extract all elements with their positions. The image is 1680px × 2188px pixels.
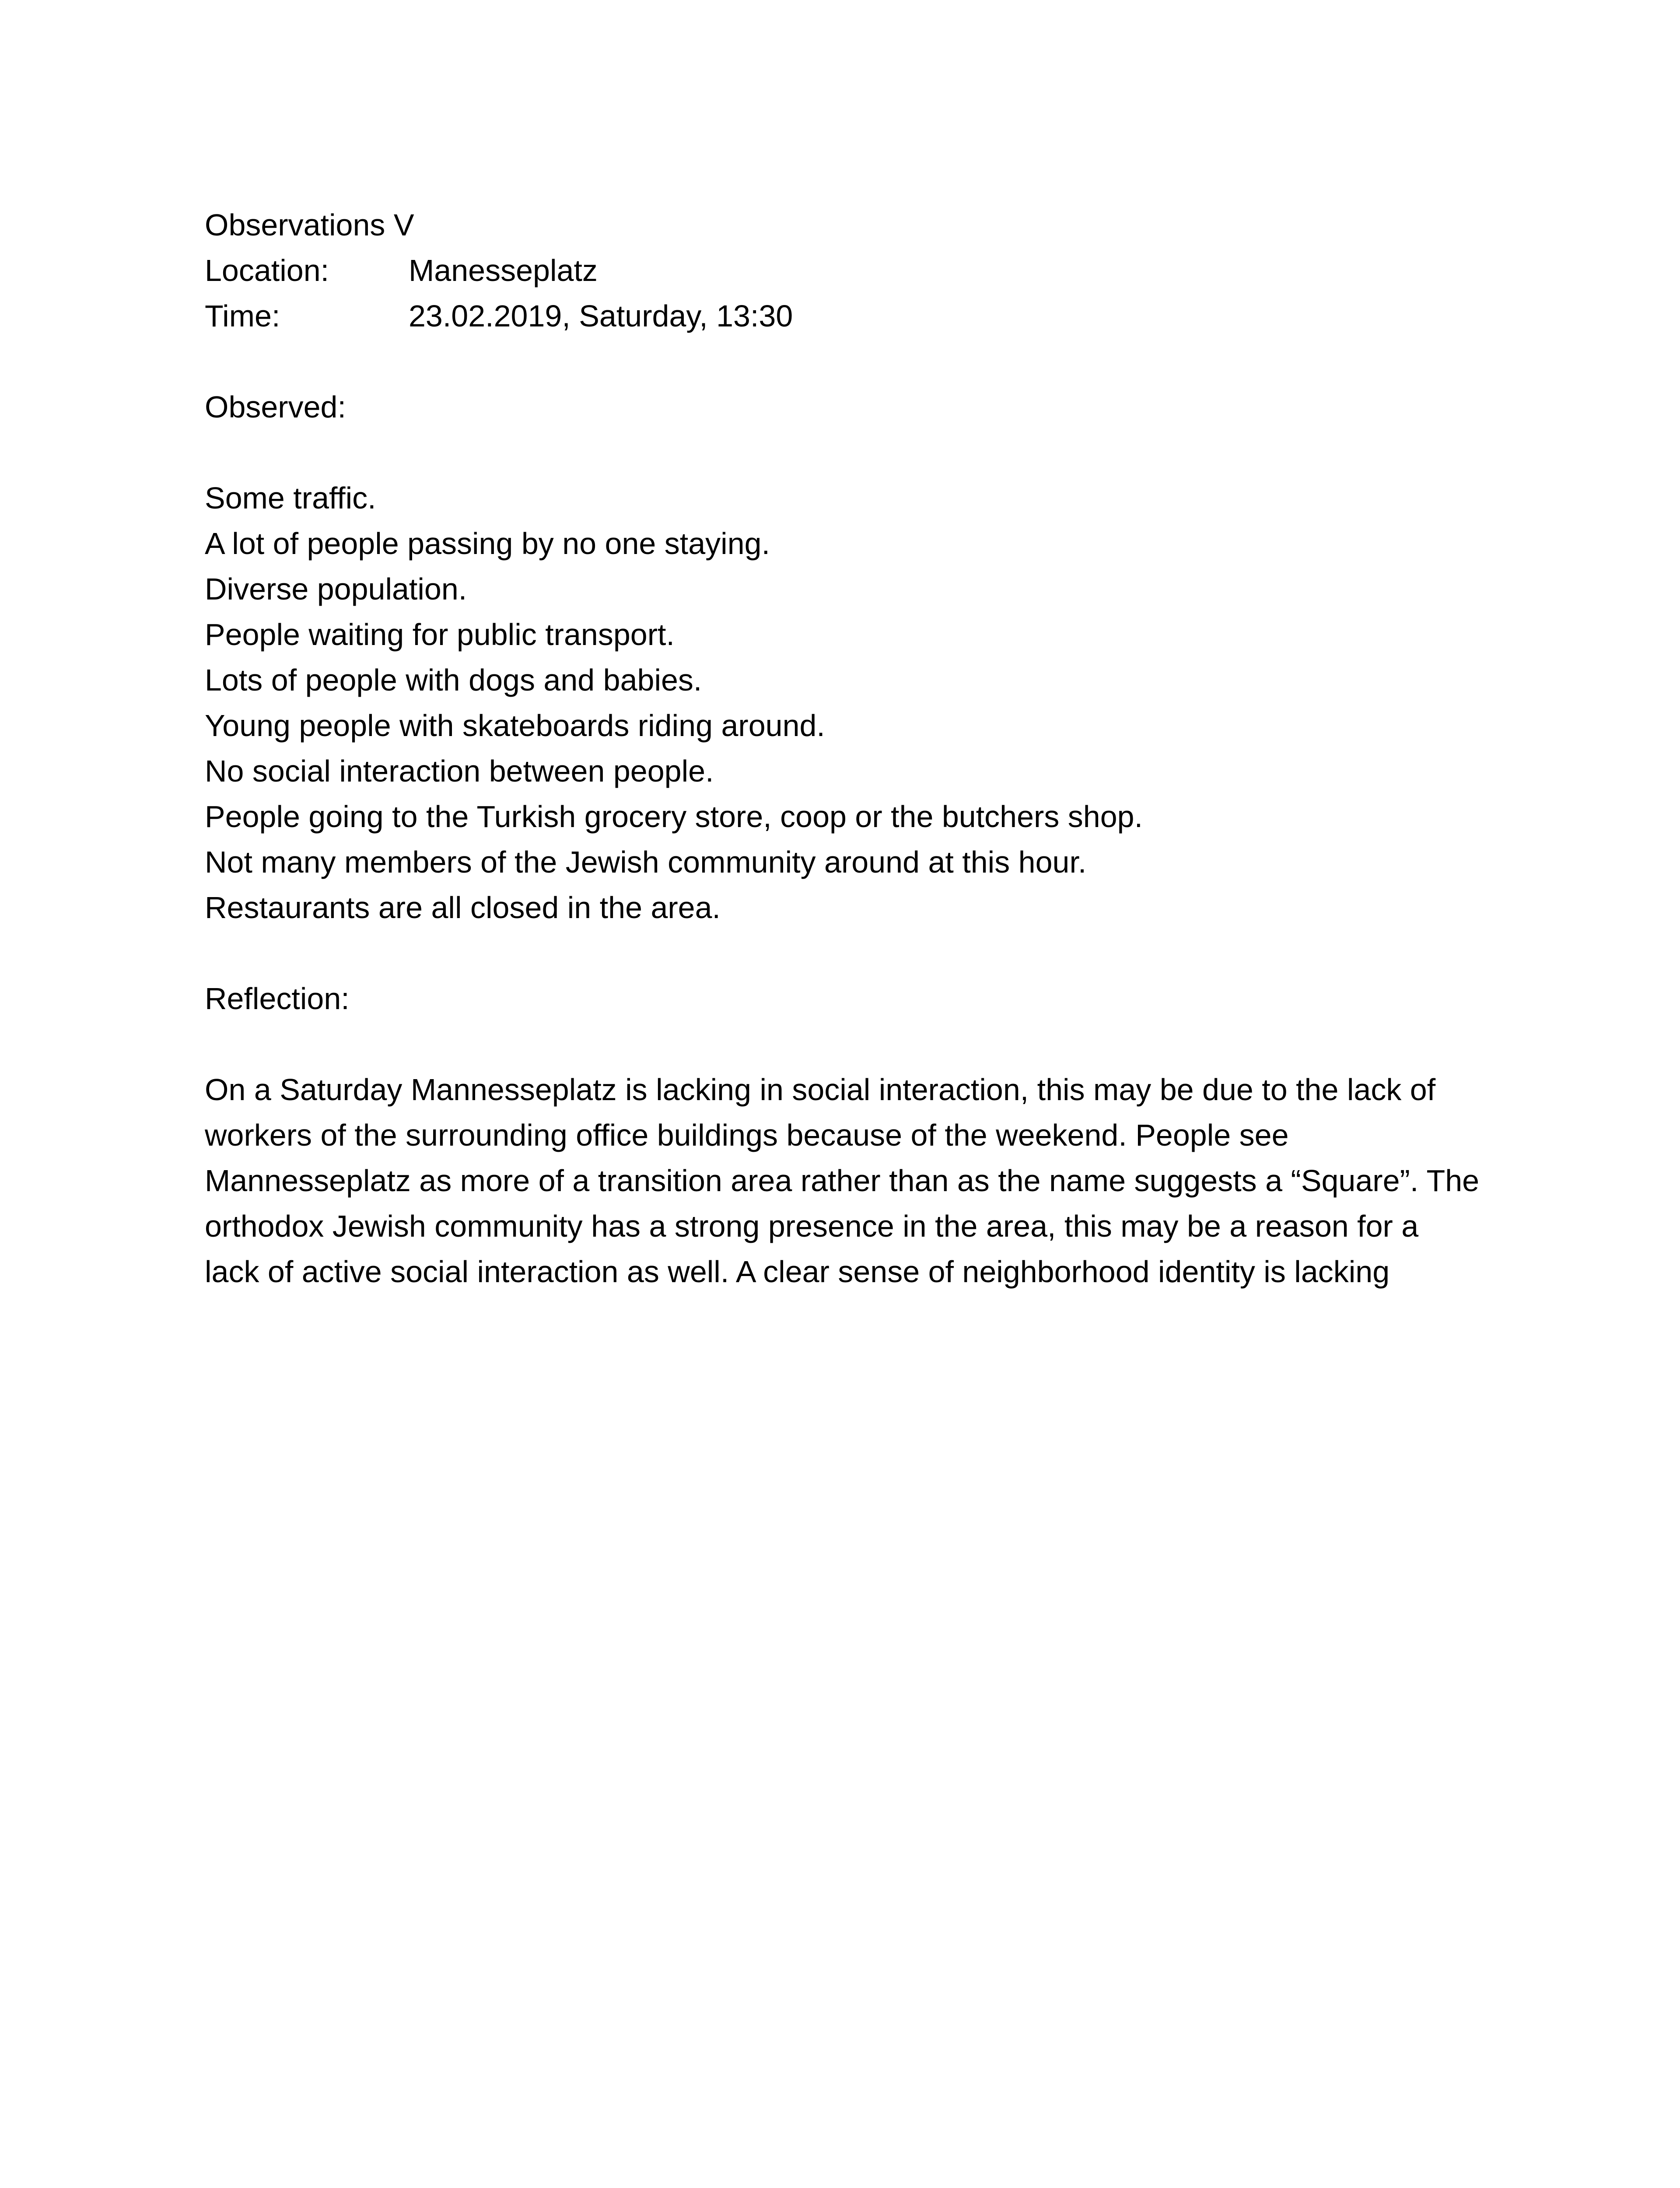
observed-item: A lot of people passing by no one staying. [205,526,770,561]
observed-item: Young people with skateboards riding around. [205,708,825,743]
spacer [205,1021,1508,1067]
observed-list [205,475,1508,930]
time-row [205,293,1508,339]
page-content [205,202,1508,1294]
reflection-line: lack of active social interaction as well. A clear sense of neighborhood identity is lacking [205,1255,1390,1289]
location-value: Manesseplatz [409,253,598,288]
spacer [205,930,1508,976]
observed-heading: Observed: [205,390,346,424]
observed-item: Diverse population. [205,572,467,606]
location-row [205,248,1508,293]
reflection-paragraph [205,1067,1508,1294]
spacer [205,430,1508,475]
reflection-line: orthodox Jewish community has a strong presence in the area, this may be a reason for a [205,1209,1419,1243]
observed-item: No social interaction between people. [205,754,714,788]
document-title: Observations V [205,208,414,242]
spacer [205,339,1508,384]
time-value: 23.02.2019, Saturday, 13:30 [409,299,793,333]
reflection-heading: Reflection: [205,982,350,1016]
observed-item: Lots of people with dogs and babies. [205,663,702,697]
observed-item: Not many members of the Jewish community around at this hour. [205,845,1087,879]
reflection-line: workers of the surrounding office buildings because of the weekend. People see [205,1118,1289,1152]
time-label: Time: [205,299,280,333]
observed-item: People waiting for public transport. [205,617,675,652]
observed-item: Some traffic. [205,481,376,515]
location-label: Location: [205,253,329,288]
observed-item: Restaurants are all closed in the area. [205,891,721,925]
reflection-line: On a Saturday Mannesseplatz is lacking in social interaction, this may be due to the lack of [205,1073,1436,1107]
reflection-line: Mannesseplatz as more of a transition area rather than as the name suggests a “Square”. The [205,1164,1480,1198]
observed-item: People going to the Turkish grocery store, coop or the butchers shop. [205,799,1143,834]
